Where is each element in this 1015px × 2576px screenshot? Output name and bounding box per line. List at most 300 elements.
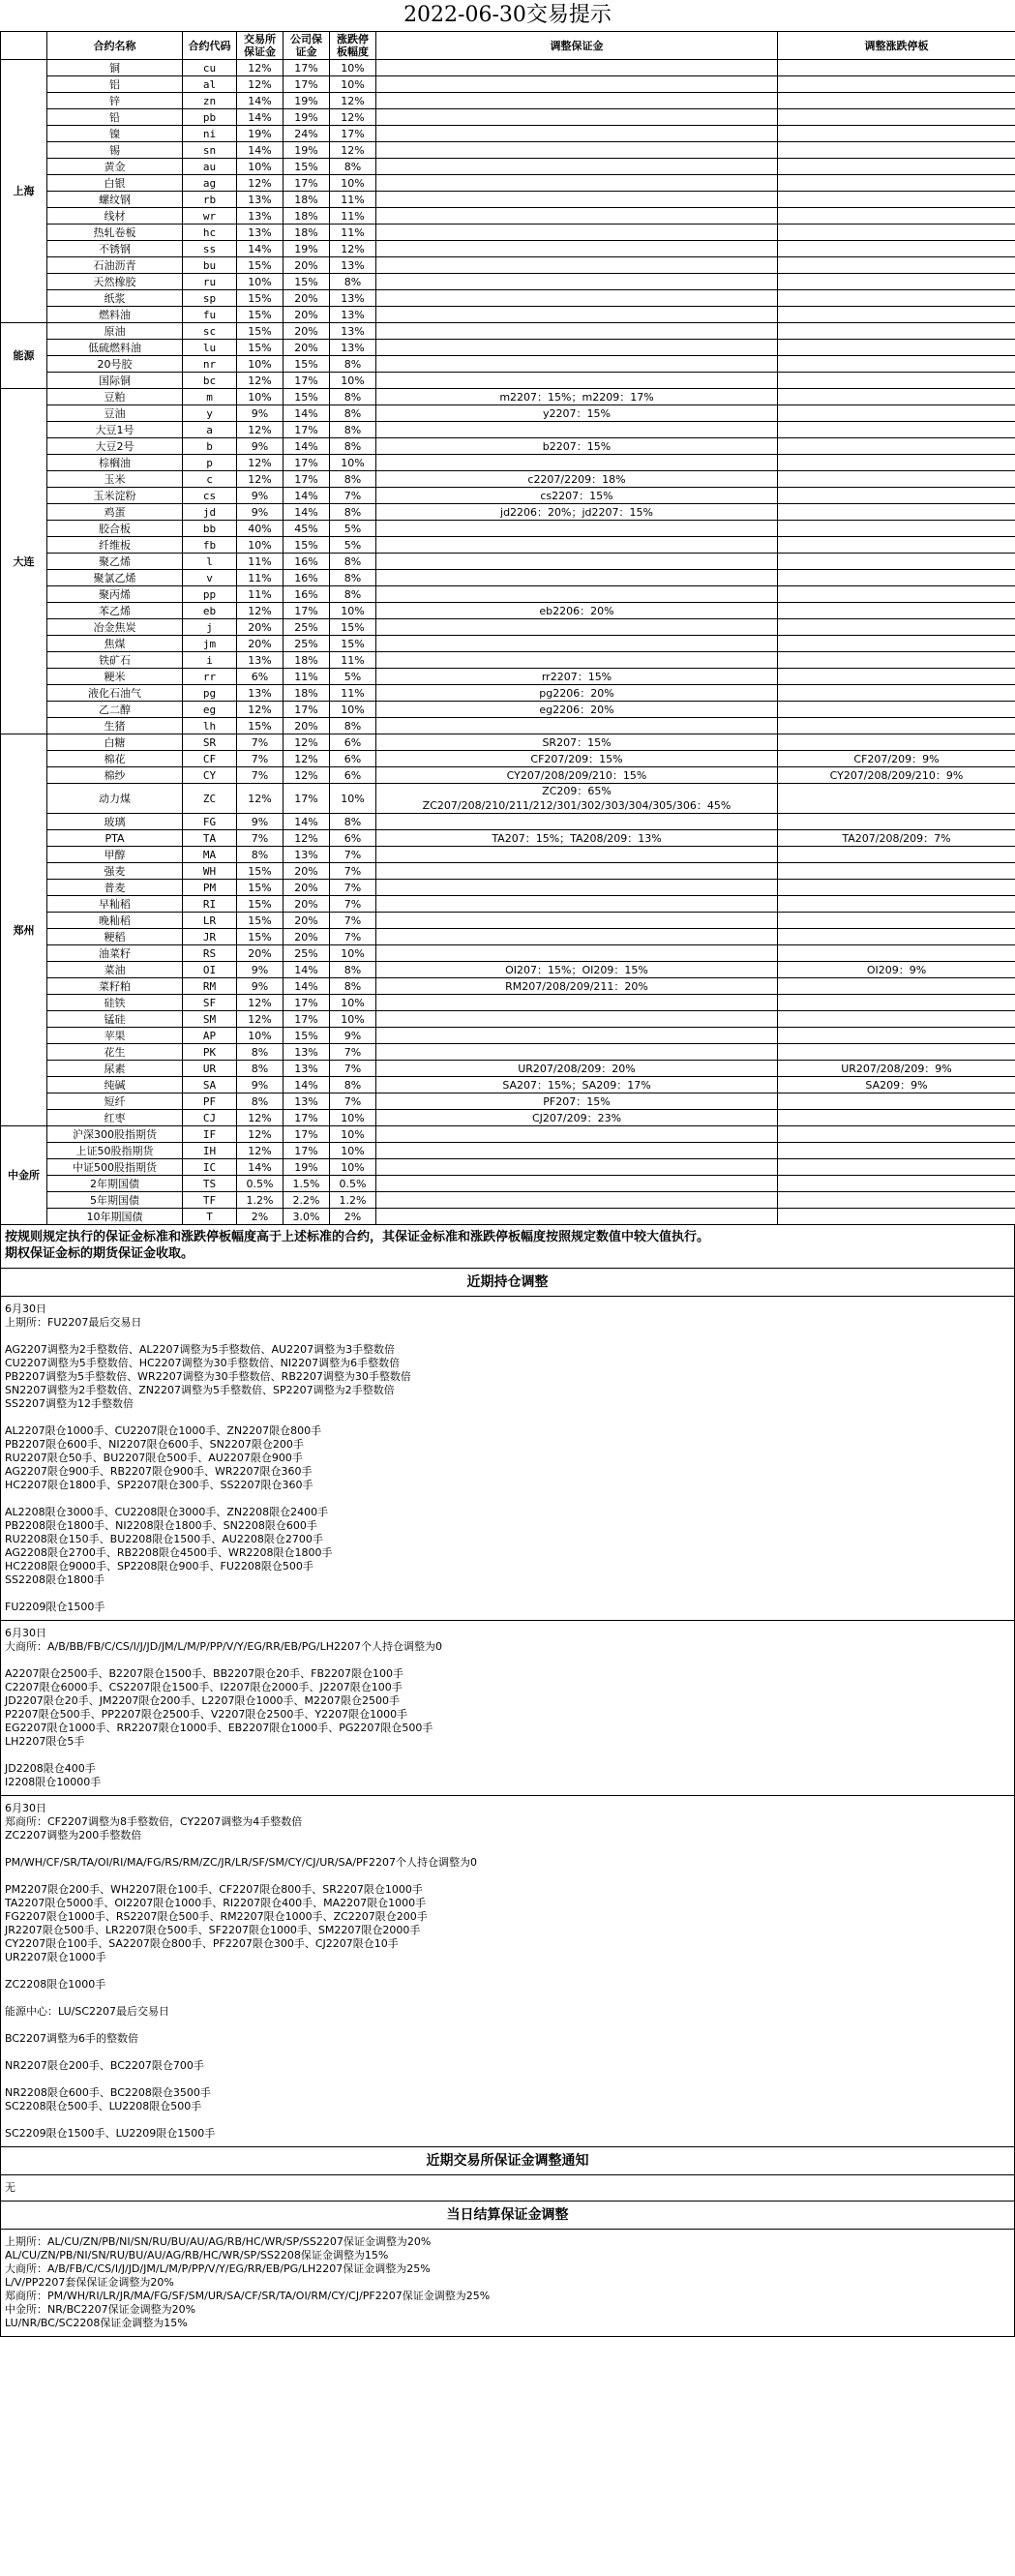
adjust-margin-cell bbox=[376, 554, 778, 570]
company-margin-cell: 18% bbox=[284, 685, 330, 702]
exchange-margin-cell: 15% bbox=[237, 863, 284, 880]
contract-name-cell: 豆粕 bbox=[47, 389, 183, 405]
table-row bbox=[1, 1192, 1015, 1209]
contract-code-cell: ss bbox=[183, 241, 237, 257]
adjust-limit-cell bbox=[778, 257, 1015, 274]
text-line: P2207限仓500手、PP2207限仓2500手、V2207限仓2500手、Y2207限仓1000手 bbox=[5, 1708, 408, 1721]
contract-name-cell: 鸡蛋 bbox=[47, 504, 183, 521]
contract-name-cell: 棉花 bbox=[47, 751, 183, 767]
contract-name-cell: 玻璃 bbox=[47, 814, 183, 830]
contract-code-cell: MA bbox=[183, 847, 237, 863]
contract-code-cell: ZC bbox=[183, 784, 237, 814]
blank-line bbox=[5, 1749, 1010, 1762]
adjust-margin-cell: jd2206：20%；jd2207：15% bbox=[376, 504, 778, 521]
contract-name-cell: 燃料油 bbox=[47, 307, 183, 323]
exchange-margin-cell: 15% bbox=[237, 718, 284, 734]
adjust-margin-line: ZC209：65% bbox=[542, 785, 612, 797]
contract-code-cell: sn bbox=[183, 142, 237, 159]
adjust-margin-cell: rr2207：15% bbox=[376, 669, 778, 685]
table-row bbox=[1, 978, 1015, 995]
contract-name-cell: 20号胶 bbox=[47, 356, 183, 373]
exchange-margin-cell: 8% bbox=[237, 847, 284, 863]
contract-code-cell: ni bbox=[183, 126, 237, 142]
contract-name-cell: 上证50股指期货 bbox=[47, 1143, 183, 1159]
adjust-limit-cell bbox=[778, 521, 1015, 537]
adjust-limit-cell bbox=[778, 356, 1015, 373]
settle-adjust-block bbox=[0, 2230, 1015, 2337]
exchange-margin-cell: 15% bbox=[237, 323, 284, 340]
adjust-margin-cell bbox=[376, 1028, 778, 1044]
adjust-margin-cell bbox=[376, 896, 778, 913]
adjust-margin-cell bbox=[376, 718, 778, 734]
adjust-limit-cell bbox=[778, 307, 1015, 323]
contract-code-cell: p bbox=[183, 455, 237, 471]
exchange-margin-cell: 12% bbox=[237, 1110, 284, 1126]
adjust-margin-cell bbox=[376, 241, 778, 257]
adjust-margin-cell bbox=[376, 109, 778, 126]
text-line: ZC2208限仓1000手 bbox=[5, 1978, 106, 1991]
adjust-limit-cell: OI209：9% bbox=[778, 962, 1015, 978]
table-row bbox=[1, 60, 1015, 76]
company-margin-cell: 17% bbox=[284, 471, 330, 488]
adjust-limit-cell bbox=[778, 896, 1015, 913]
adjust-limit-cell bbox=[778, 1159, 1015, 1176]
contract-code-cell: CY bbox=[183, 767, 237, 784]
contract-name-cell: 早籼稻 bbox=[47, 896, 183, 913]
contract-name-cell: 白银 bbox=[47, 175, 183, 192]
company-margin-cell: 17% bbox=[284, 455, 330, 471]
limit-cell: 2% bbox=[330, 1209, 376, 1225]
exchange-margin-cell: 7% bbox=[237, 734, 284, 751]
text-line: 上期所：FU2207最后交易日 bbox=[5, 1316, 142, 1329]
limit-cell: 13% bbox=[330, 323, 376, 340]
contract-name-cell: 苹果 bbox=[47, 1028, 183, 1044]
table-row bbox=[1, 863, 1015, 880]
company-margin-cell: 15% bbox=[284, 537, 330, 554]
exchange-margin-cell: 12% bbox=[237, 995, 284, 1011]
company-margin-cell: 45% bbox=[284, 521, 330, 537]
table-row bbox=[1, 945, 1015, 962]
company-margin-cell: 17% bbox=[284, 784, 330, 814]
contract-name-cell: 液化石油气 bbox=[47, 685, 183, 702]
limit-cell: 10% bbox=[330, 373, 376, 389]
company-margin-cell: 20% bbox=[284, 880, 330, 896]
contract-name-cell: 玉米 bbox=[47, 471, 183, 488]
adjust-limit-cell bbox=[778, 718, 1015, 734]
adjust-limit-cell bbox=[778, 274, 1015, 290]
exchange-margin-cell: 9% bbox=[237, 504, 284, 521]
table-row bbox=[1, 880, 1015, 896]
table-row bbox=[1, 422, 1015, 438]
company-margin-cell: 15% bbox=[284, 389, 330, 405]
company-margin-cell: 18% bbox=[284, 652, 330, 669]
exchange-margin-cell: 10% bbox=[237, 356, 284, 373]
adjust-margin-cell: CJ207/209：23% bbox=[376, 1110, 778, 1126]
adjust-limit-cell bbox=[778, 652, 1015, 669]
contract-name-cell: 镍 bbox=[47, 126, 183, 142]
limit-cell: 8% bbox=[330, 586, 376, 603]
adjust-limit-cell bbox=[778, 1028, 1015, 1044]
exchange-margin-cell: 7% bbox=[237, 751, 284, 767]
limit-cell: 10% bbox=[330, 1110, 376, 1126]
text-line: 6月30日 bbox=[5, 1627, 46, 1639]
adjust-margin-cell bbox=[376, 290, 778, 307]
company-margin-cell: 19% bbox=[284, 109, 330, 126]
contract-code-cell: b bbox=[183, 438, 237, 455]
company-margin-cell: 17% bbox=[284, 702, 330, 718]
adjust-margin-cell: c2207/2209：18% bbox=[376, 471, 778, 488]
company-margin-cell: 13% bbox=[284, 1061, 330, 1077]
text-line: SS2208限仓1800手 bbox=[5, 1573, 104, 1586]
exchange-margin-cell: 15% bbox=[237, 896, 284, 913]
text-line: EG2207限仓1000手、RR2207限仓1000手、EB2207限仓1000手、PG2207限仓500手 bbox=[5, 1722, 433, 1734]
company-margin-cell: 14% bbox=[284, 962, 330, 978]
limit-cell: 7% bbox=[330, 847, 376, 863]
adjust-limit-cell bbox=[778, 175, 1015, 192]
limit-cell: 10% bbox=[330, 175, 376, 192]
contract-code-cell: rb bbox=[183, 192, 237, 208]
exchange-margin-cell: 15% bbox=[237, 929, 284, 945]
contract-code-cell: UR bbox=[183, 1061, 237, 1077]
limit-cell: 11% bbox=[330, 685, 376, 702]
contract-code-cell: FG bbox=[183, 814, 237, 830]
adjust-limit-cell bbox=[778, 685, 1015, 702]
text-line: 郑商所：CF2207调整为8手整数倍，CY2207调整为4手整数倍 bbox=[5, 1815, 303, 1828]
contract-name-cell: 热轧卷板 bbox=[47, 225, 183, 241]
text-line: CU2207调整为5手整数倍、HC2207调整为30手整数倍、NI2207调整为6手整数倍 bbox=[5, 1357, 401, 1369]
contract-code-cell: jd bbox=[183, 504, 237, 521]
exchange-cell: 能源 bbox=[1, 323, 47, 389]
limit-cell: 7% bbox=[330, 929, 376, 945]
table-row bbox=[1, 76, 1015, 93]
text-line: AL2207限仓1000手、CU2207限仓1000手、ZN2207限仓800手 bbox=[5, 1424, 322, 1437]
limit-cell: 10% bbox=[330, 455, 376, 471]
company-margin-cell: 18% bbox=[284, 208, 330, 225]
text-line: ZC2207调整为200手整数倍 bbox=[5, 1829, 142, 1842]
exchange-margin-cell: 9% bbox=[237, 978, 284, 995]
adjust-limit-cell bbox=[778, 142, 1015, 159]
adjust-margin-cell bbox=[376, 422, 778, 438]
contract-name-cell: 晚籼稻 bbox=[47, 913, 183, 929]
adjust-margin-line: ZC207/208/210/211/212/301/302/303/304/305/306：45% bbox=[422, 799, 731, 812]
company-margin-cell: 20% bbox=[284, 323, 330, 340]
adjust-margin-cell bbox=[376, 814, 778, 830]
company-margin-cell: 15% bbox=[284, 356, 330, 373]
table-row bbox=[1, 1126, 1015, 1143]
table-row bbox=[1, 109, 1015, 126]
adjust-limit-cell bbox=[778, 619, 1015, 636]
limit-cell: 7% bbox=[330, 863, 376, 880]
table-row bbox=[1, 1209, 1015, 1225]
text-line: 能源中心：LU/SC2207最后交易日 bbox=[5, 2005, 169, 2018]
contract-name-cell: 生猪 bbox=[47, 718, 183, 734]
limit-cell: 8% bbox=[330, 554, 376, 570]
adjust-limit-cell bbox=[778, 702, 1015, 718]
contract-name-cell: 纸浆 bbox=[47, 290, 183, 307]
contract-name-cell: 豆油 bbox=[47, 405, 183, 422]
adjust-margin-cell bbox=[376, 76, 778, 93]
table-row bbox=[1, 438, 1015, 455]
adjust-limit-cell bbox=[778, 109, 1015, 126]
company-margin-cell: 15% bbox=[284, 274, 330, 290]
adjust-limit-cell bbox=[778, 537, 1015, 554]
limit-cell: 13% bbox=[330, 257, 376, 274]
contract-name-cell: 短纤 bbox=[47, 1093, 183, 1110]
adjust-limit-cell bbox=[778, 422, 1015, 438]
limit-cell: 5% bbox=[330, 669, 376, 685]
adjust-limit-cell bbox=[778, 241, 1015, 257]
adjust-limit-cell bbox=[778, 1044, 1015, 1061]
adjust-margin-cell: TA207：15%；TA208/209：13% bbox=[376, 830, 778, 847]
exchange-margin-cell: 12% bbox=[237, 1126, 284, 1143]
table-row bbox=[1, 1093, 1015, 1110]
company-margin-cell: 17% bbox=[284, 1126, 330, 1143]
adjust-limit-cell: SA209：9% bbox=[778, 1077, 1015, 1093]
contract-code-cell: bb bbox=[183, 521, 237, 537]
blank-line bbox=[5, 1330, 1010, 1343]
adjust-margin-cell bbox=[376, 175, 778, 192]
company-margin-cell: 12% bbox=[284, 767, 330, 784]
text-line: SN2207调整为2手整数倍、ZN2207调整为5手整数倍、SP2207调整为2手整数倍 bbox=[5, 1384, 395, 1396]
table-row bbox=[1, 241, 1015, 257]
adjust-limit-cell bbox=[778, 603, 1015, 619]
exchange-margin-cell: 8% bbox=[237, 1061, 284, 1077]
limit-cell: 5% bbox=[330, 537, 376, 554]
company-margin-cell: 20% bbox=[284, 718, 330, 734]
contract-code-cell: pg bbox=[183, 685, 237, 702]
contract-code-cell: T bbox=[183, 1209, 237, 1225]
adjust-margin-cell bbox=[376, 159, 778, 175]
adjust-margin-cell bbox=[376, 1044, 778, 1061]
company-margin-cell: 13% bbox=[284, 847, 330, 863]
limit-cell: 12% bbox=[330, 93, 376, 109]
adjust-margin-cell bbox=[376, 619, 778, 636]
contract-name-cell: 沪深300股指期货 bbox=[47, 1126, 183, 1143]
company-margin-cell: 17% bbox=[284, 373, 330, 389]
contract-name-cell: 普麦 bbox=[47, 880, 183, 896]
adjust-margin-cell: UR207/208/209：20% bbox=[376, 1061, 778, 1077]
adjust-margin-cell bbox=[376, 274, 778, 290]
limit-cell: 8% bbox=[330, 159, 376, 175]
table-row bbox=[1, 159, 1015, 175]
table-row bbox=[1, 685, 1015, 702]
position-adjust-section bbox=[0, 1297, 1015, 2147]
rule-note-line-1: 按规则规定执行的保证金标准和涨跌停板幅度高于上述标准的合约，其保证金标准和涨跌停板幅度按照规定数值中较大值执行。 bbox=[5, 1230, 710, 1244]
exchange-margin-cell: 20% bbox=[237, 945, 284, 962]
adjust-margin-cell bbox=[376, 652, 778, 669]
contract-name-cell: 红枣 bbox=[47, 1110, 183, 1126]
exchange-margin-cell: 12% bbox=[237, 455, 284, 471]
text-line: HC2207限仓1800手、SP2207限仓300手、SS2207限仓360手 bbox=[5, 1479, 313, 1491]
adjust-limit-cell bbox=[778, 290, 1015, 307]
company-margin-cell: 17% bbox=[284, 995, 330, 1011]
contract-code-cell: PM bbox=[183, 880, 237, 896]
table-row bbox=[1, 356, 1015, 373]
company-margin-cell: 17% bbox=[284, 76, 330, 93]
table-row bbox=[1, 734, 1015, 751]
adjust-limit-cell bbox=[778, 734, 1015, 751]
adjust-margin-cell: pg2206：20% bbox=[376, 685, 778, 702]
limit-cell: 10% bbox=[330, 1159, 376, 1176]
contract-code-cell: CF bbox=[183, 751, 237, 767]
text-line: NR2207限仓200手、BC2207限仓700手 bbox=[5, 2059, 204, 2072]
table-row bbox=[1, 995, 1015, 1011]
exchange-margin-cell: 20% bbox=[237, 619, 284, 636]
contract-name-cell: 花生 bbox=[47, 1044, 183, 1061]
table-row bbox=[1, 1028, 1015, 1044]
company-margin-cell: 17% bbox=[284, 1011, 330, 1028]
margin-notice-title: 近期交易所保证金调整通知 bbox=[0, 2147, 1015, 2175]
limit-cell: 8% bbox=[330, 405, 376, 422]
contract-name-cell: 棉纱 bbox=[47, 767, 183, 784]
limit-cell: 8% bbox=[330, 978, 376, 995]
limit-cell: 7% bbox=[330, 913, 376, 929]
limit-cell: 10% bbox=[330, 1011, 376, 1028]
limit-cell: 6% bbox=[330, 767, 376, 784]
exchange-margin-cell: 9% bbox=[237, 438, 284, 455]
adjust-margin-cell bbox=[376, 142, 778, 159]
exchange-margin-cell: 12% bbox=[237, 702, 284, 718]
limit-cell: 17% bbox=[330, 126, 376, 142]
header-exchange-margin: 交易所保证金 bbox=[237, 32, 284, 60]
limit-cell: 15% bbox=[330, 619, 376, 636]
text-line: JD2207限仓20手、JM2207限仓200手、L2207限仓1000手、M2207限仓2500手 bbox=[5, 1694, 401, 1707]
company-margin-cell: 14% bbox=[284, 405, 330, 422]
contract-name-cell: 焦煤 bbox=[47, 636, 183, 652]
adjust-limit-cell bbox=[778, 76, 1015, 93]
limit-cell: 8% bbox=[330, 422, 376, 438]
adjust-margin-cell bbox=[376, 929, 778, 945]
table-row bbox=[1, 913, 1015, 929]
company-margin-cell: 20% bbox=[284, 929, 330, 945]
exchange-margin-cell: 12% bbox=[237, 471, 284, 488]
exchange-margin-cell: 9% bbox=[237, 1077, 284, 1093]
margin-table-body bbox=[1, 60, 1015, 1225]
adjust-limit-cell bbox=[778, 389, 1015, 405]
adjust-limit-cell: CF207/209：9% bbox=[778, 751, 1015, 767]
contract-code-cell: au bbox=[183, 159, 237, 175]
text-line: JR2207限仓500手、LR2207限仓500手、SF2207限仓1000手、SM2207限仓2000手 bbox=[5, 1924, 421, 1936]
contract-name-cell: 棕榈油 bbox=[47, 455, 183, 471]
text-line: 大商所：A/B/FB/C/CS/I/J/JD/JM/L/M/P/PP/V/Y/EG/RR/EB/PG/LH2207保证金调整为25% bbox=[5, 2262, 431, 2275]
exchange-margin-cell: 15% bbox=[237, 880, 284, 896]
company-margin-cell: 24% bbox=[284, 126, 330, 142]
blank-line bbox=[5, 2046, 1010, 2059]
rule-note-line-2: 期权保证金标的期货保证金收取。 bbox=[5, 1246, 194, 1261]
table-row bbox=[1, 307, 1015, 323]
company-margin-cell: 17% bbox=[284, 603, 330, 619]
contract-code-cell: lh bbox=[183, 718, 237, 734]
table-row bbox=[1, 504, 1015, 521]
contract-name-cell: 聚氯乙烯 bbox=[47, 570, 183, 586]
table-row bbox=[1, 521, 1015, 537]
limit-cell: 10% bbox=[330, 1126, 376, 1143]
adjust-margin-cell bbox=[376, 586, 778, 603]
table-row bbox=[1, 570, 1015, 586]
contract-name-cell: 菜油 bbox=[47, 962, 183, 978]
contract-name-cell: 强麦 bbox=[47, 863, 183, 880]
exchange-margin-cell: 1.2% bbox=[237, 1192, 284, 1209]
exchange-margin-cell: 15% bbox=[237, 257, 284, 274]
adjust-margin-cell: b2207：15% bbox=[376, 438, 778, 455]
text-line: C2207限仓6000手、CS2207限仓1500手、I2207限仓2000手、J2207限仓100手 bbox=[5, 1681, 403, 1693]
table-row bbox=[1, 619, 1015, 636]
exchange-margin-cell: 10% bbox=[237, 159, 284, 175]
contract-code-cell: IC bbox=[183, 1159, 237, 1176]
exchange-margin-cell: 12% bbox=[237, 784, 284, 814]
contract-name-cell: 国际铜 bbox=[47, 373, 183, 389]
contract-name-cell: 动力煤 bbox=[47, 784, 183, 814]
contract-code-cell: SA bbox=[183, 1077, 237, 1093]
text-line: LU/NR/BC/SC2208保证金调整为15% bbox=[5, 2317, 188, 2329]
contract-name-cell: 纯碱 bbox=[47, 1077, 183, 1093]
contract-name-cell: 油菜籽 bbox=[47, 945, 183, 962]
contract-code-cell: AP bbox=[183, 1028, 237, 1044]
company-margin-cell: 12% bbox=[284, 830, 330, 847]
contract-name-cell: 铁矿石 bbox=[47, 652, 183, 669]
adjust-margin-cell bbox=[376, 1011, 778, 1028]
adjust-limit-cell bbox=[778, 913, 1015, 929]
contract-code-cell: JR bbox=[183, 929, 237, 945]
text-line: PB2207限仓600手、NI2207限仓600手、SN2207限仓200手 bbox=[5, 1438, 304, 1451]
table-row bbox=[1, 603, 1015, 619]
contract-code-cell: SM bbox=[183, 1011, 237, 1028]
table-header-row bbox=[1, 32, 1015, 60]
contract-code-cell: cs bbox=[183, 488, 237, 504]
text-line: 6月30日 bbox=[5, 1303, 46, 1315]
limit-cell: 10% bbox=[330, 784, 376, 814]
adjust-limit-cell bbox=[778, 1143, 1015, 1159]
text-line: AG2208限仓2700手、RB2208限仓4500手、WR2208限仓1800手 bbox=[5, 1546, 333, 1559]
adjust-margin-cell: cs2207：15% bbox=[376, 488, 778, 504]
text-line: AG2207限仓900手、RB2207限仓900手、WR2207限仓360手 bbox=[5, 1465, 313, 1478]
margin-table bbox=[0, 31, 1015, 1225]
contract-name-cell: 菜籽粕 bbox=[47, 978, 183, 995]
company-margin-cell: 16% bbox=[284, 570, 330, 586]
company-margin-cell: 25% bbox=[284, 619, 330, 636]
adjust-margin-cell bbox=[376, 1143, 778, 1159]
contract-name-cell: 玉米淀粉 bbox=[47, 488, 183, 504]
limit-cell: 8% bbox=[330, 1077, 376, 1093]
text-line: 中金所：NR/BC2207保证金调整为20% bbox=[5, 2303, 196, 2316]
limit-cell: 8% bbox=[330, 438, 376, 455]
exchange-margin-cell: 8% bbox=[237, 1093, 284, 1110]
limit-cell: 12% bbox=[330, 142, 376, 159]
contract-name-cell: 2年期国债 bbox=[47, 1176, 183, 1192]
table-row bbox=[1, 929, 1015, 945]
adjust-limit-cell bbox=[778, 323, 1015, 340]
limit-cell: 6% bbox=[330, 751, 376, 767]
company-margin-cell: 16% bbox=[284, 586, 330, 603]
exchange-cell: 郑州 bbox=[1, 734, 47, 1126]
adjust-margin-cell bbox=[376, 784, 778, 814]
contract-name-cell: 锌 bbox=[47, 93, 183, 109]
company-margin-cell: 25% bbox=[284, 636, 330, 652]
adjust-limit-cell bbox=[778, 978, 1015, 995]
contract-code-cell: al bbox=[183, 76, 237, 93]
exchange-margin-cell: 14% bbox=[237, 241, 284, 257]
table-row bbox=[1, 847, 1015, 863]
exchange-margin-cell: 15% bbox=[237, 290, 284, 307]
adjust-margin-cell bbox=[376, 373, 778, 389]
exchange-margin-cell: 10% bbox=[237, 274, 284, 290]
adjust-margin-cell bbox=[376, 1176, 778, 1192]
adjust-limit-cell bbox=[778, 225, 1015, 241]
text-line: PM/WH/CF/SR/TA/OI/RI/MA/FG/RS/RM/ZC/JR/LR/SF/SM/CY/CJ/UR/SA/PF2207个人持仓调整为0 bbox=[5, 1856, 477, 1869]
text-line: L/V/PP2207套保保证金调整为20% bbox=[5, 2276, 174, 2289]
table-row bbox=[1, 636, 1015, 652]
company-margin-cell: 20% bbox=[284, 340, 330, 356]
